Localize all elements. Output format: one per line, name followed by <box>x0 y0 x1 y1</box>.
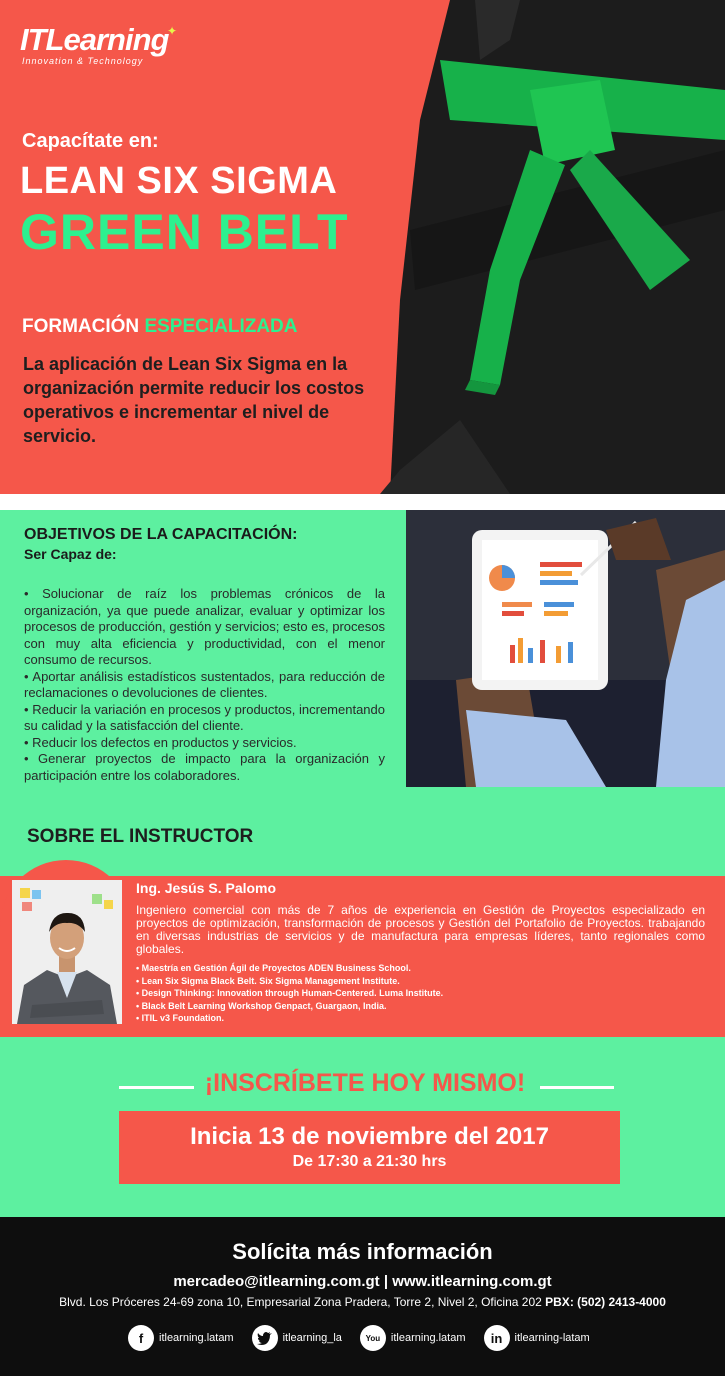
list-item: • Generar proyectos de impacto para la organización y participación entre los colaboradores. <box>24 751 385 783</box>
list-item: • ITIL v3 Foundation. <box>136 1013 224 1023</box>
address: Blvd. Los Próceres 24-69 zona 10, Empresarial Zona Pradera, Torre 2, Nivel 2, Oficina 202 <box>59 1295 546 1309</box>
formation-heading <box>22 316 298 338</box>
social-facebook[interactable] <box>128 1325 234 1351</box>
social-twitter[interactable] <box>252 1325 342 1351</box>
social-handle: itlearning.latam <box>390 1332 466 1344</box>
linkedin-icon: in <box>484 1325 510 1351</box>
logo-wordmark: ITLearning <box>20 22 169 57</box>
social-youtube[interactable] <box>360 1325 466 1351</box>
instructor-name: Ing. Jesús S. Palomo <box>136 880 277 896</box>
itlearning-logo[interactable] <box>20 22 178 66</box>
contact-separator: | <box>379 1273 393 1290</box>
social-handle: itlearning-latam <box>514 1332 590 1344</box>
instructor-credentials <box>136 962 705 1025</box>
list-item: • Lean Six Sigma Black Belt. Six Sigma Management Institute. <box>136 975 400 986</box>
instructor-bio: Ingeniero comercial con más de 7 años de experiencia en Gestión de Proyectos especializado en proyectos de optimización, transformación de procesos y Gestión del Portafolio de Proyectos. trabajando en diversas industrias de servicios y de manufactura para empresas líderes, tanto regionales como globales. <box>136 903 705 956</box>
youtube-icon: You <box>360 1325 386 1351</box>
list-item: • Aportar análisis estadísticos sustentados, para reducción de reclamaciones o devoluciones de clientes. <box>24 668 385 700</box>
green-belt-photo <box>380 0 725 494</box>
cta-divider-right <box>540 1086 614 1089</box>
list-item: • Design Thinking: Innovation through Human-Centered. Luma Institute. <box>136 988 444 998</box>
formation-word-green: ESPECIALIZADA <box>144 316 298 337</box>
list-item: • Solucionar de raíz los problemas crónicos de la organización, ya que puede analizar, evaluar y optimizar los procesos de producción, gestión y servicios; esto es, procesos con muy alta eficiencia y productividad, con el menor consumo de recursos. <box>24 586 385 667</box>
social-handle: itlearning_la <box>282 1332 342 1344</box>
twitter-icon <box>252 1325 278 1351</box>
cta-divider-left <box>119 1086 194 1089</box>
objectives-title: OBJETIVOS DE LA CAPACITACIÓN: <box>24 526 298 543</box>
tablet-analytics-photo <box>406 510 725 787</box>
social-linkedin[interactable] <box>484 1325 590 1351</box>
start-date-box <box>119 1111 620 1184</box>
pbx-phone[interactable]: PBX: (502) 2413-4000 <box>545 1295 666 1309</box>
start-date: Inicia 13 de noviembre del 2017 <box>190 1123 549 1150</box>
footer-address-line <box>0 1295 725 1309</box>
facebook-icon: f <box>128 1325 154 1351</box>
website-link[interactable]: www.itlearning.com.gt <box>392 1273 552 1290</box>
hero-title-line2: GREEN BELT <box>20 204 349 260</box>
hero-title-line1: LEAN SIX SIGMA <box>20 160 338 202</box>
list-item: • Maestría en Gestión Ágil de Proyectos ADEN Business School. <box>136 963 411 973</box>
register-cta[interactable]: ¡INSCRÍBETE HOY MISMO! <box>204 1069 526 1097</box>
spark-icon: ✦ <box>167 24 178 38</box>
hero-banner <box>0 0 725 494</box>
footer <box>0 1217 725 1376</box>
social-links <box>128 1324 608 1352</box>
avatar <box>12 880 122 1024</box>
hero-description: La aplicación de Lean Six Sigma en la organización permite reducir los costos operativos e incrementar el nivel de servicio. <box>23 354 365 446</box>
social-handle: itlearning.latam <box>159 1332 234 1344</box>
footer-title: Solícita más información <box>232 1239 493 1264</box>
objectives-subtitle: Ser Capaz de: <box>24 546 117 562</box>
hero-kicker: Capacítate en: <box>22 130 159 152</box>
list-item: • Reducir los defectos en productos y servicios. <box>24 734 297 750</box>
logo-tagline: Innovation & Technology <box>22 56 144 66</box>
list-item: • Reducir la variación en procesos y productos, incrementando su calidad y la satisfacción del cliente. <box>24 701 385 733</box>
email-link[interactable]: mercadeo@itlearning.com.gt <box>173 1273 380 1290</box>
objectives-list <box>24 586 385 784</box>
schedule-time: De 17:30 a 21:30 hrs <box>292 1153 447 1170</box>
instructor-section-title: SOBRE EL INSTRUCTOR <box>27 826 254 847</box>
list-item: • Black Belt Learning Workshop Genpact, Guargaon, India. <box>136 1000 387 1011</box>
footer-contact <box>0 1273 725 1290</box>
formation-word-white: FORMACIÓN <box>22 316 140 337</box>
